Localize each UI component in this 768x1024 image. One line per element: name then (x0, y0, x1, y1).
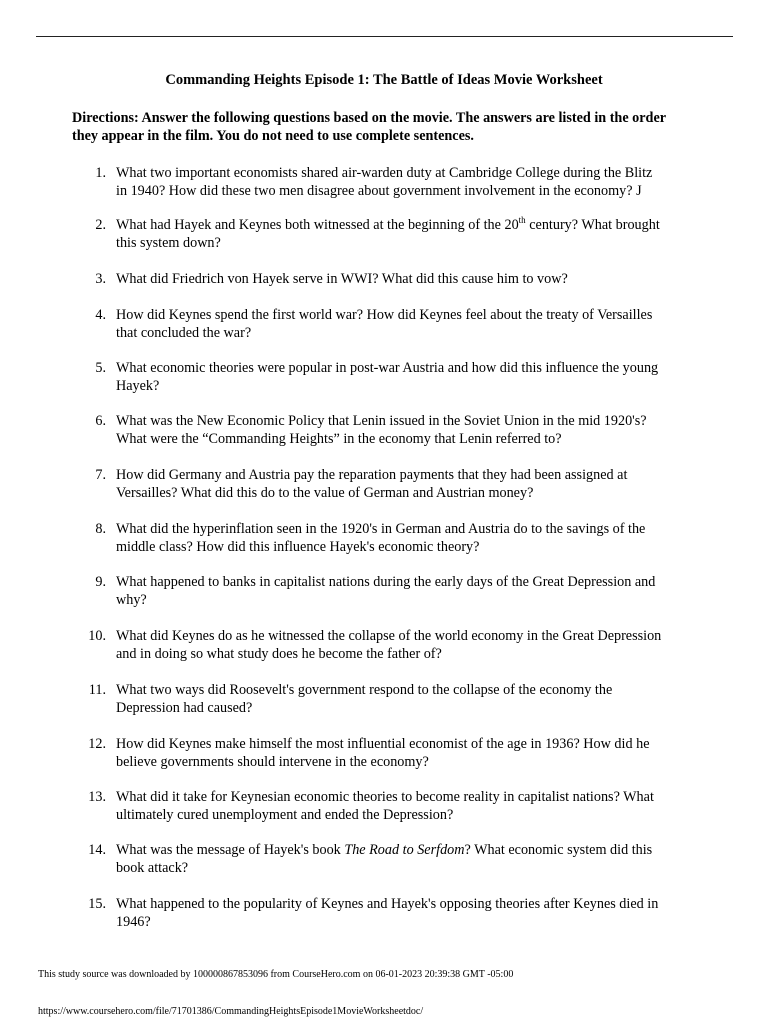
question-text: What was the message of Hayek's book The Road to Serfdom? What economic system did this book attack? (116, 842, 653, 876)
question-number: 13. (88, 789, 106, 805)
download-source-note: This study source was downloaded by 100000867853096 from CourseHero.com on 06-01-2023 20:39:38 GMT -05:00 (38, 969, 514, 980)
question-text: How did Germany and Austria pay the reparation payments that they had been assigned at Versailles? What did this do to the value of German and Austrian money? (116, 467, 628, 501)
question-text: How did Keynes make himself the most influential economist of the age in 1936? How did he believe governments should intervene in the economy? (116, 736, 650, 770)
question-number: 6. (95, 413, 106, 429)
question-text: What did Friedrich von Hayek serve in WWI? What did this cause him to vow? (116, 271, 568, 287)
question-text: What did it take for Keynesian economic theories to become reality in capitalist nations? What ultimately cured unemployment and ended the Depression? (116, 789, 654, 823)
question-number: 8. (95, 521, 106, 537)
question-number: 12. (88, 736, 106, 752)
question-text: What did the hyperinflation seen in the 1920's in German and Austria do to the savings of the middle class? How did this influence Hayek's economic theory? (116, 521, 646, 555)
question-number: 1. (95, 165, 106, 181)
question-number: 11. (88, 682, 106, 698)
question-number: 9. (95, 574, 106, 590)
question-number: 4. (95, 307, 106, 323)
question-number: 3. (95, 271, 106, 287)
question-text: What happened to banks in capitalist nations during the early days of the Great Depression and why? (116, 574, 656, 608)
question-number: 15. (88, 896, 106, 912)
question-number: 10. (88, 628, 106, 644)
question-text: What was the New Economic Policy that Lenin issued in the Soviet Union in the mid 1920's? What were the “Commanding Heights” in the economy that Lenin referred to? (116, 413, 647, 447)
question-text: What two ways did Roosevelt's government respond to the collapse of the economy the Depression had caused? (116, 682, 613, 716)
header-rule (36, 36, 733, 37)
question-number: 5. (95, 360, 106, 376)
question-number: 14. (88, 842, 106, 858)
directions-text: Directions: Answer the following questions based on the movie. The answers are listed in the order they appear in the film. You do not need to use complete sentences. (72, 110, 666, 144)
question-number: 2. (95, 217, 106, 233)
source-url[interactable]: https://www.coursehero.com/file/71701386/CommandingHeightsEpisode1MovieWorksheetdoc/ (38, 1006, 424, 1017)
question-text: What did Keynes do as he witnessed the collapse of the world economy in the Great Depression and in doing so what study does he become the father of? (116, 628, 662, 662)
question-text: What happened to the popularity of Keynes and Hayek's opposing theories after Keynes died in 1946? (116, 896, 659, 930)
question-number: 7. (95, 467, 106, 483)
question-text: What economic theories were popular in post-war Austria and how did this influence the young Hayek? (116, 360, 659, 394)
question-text: What two important economists shared air-warden duty at Cambridge College during the Blitz in 1940? How did these two men disagree about government involvement in the economy? J (116, 165, 653, 199)
question-text: What had Hayek and Keynes both witnessed at the beginning of the 20th century? What brought this system down? (116, 215, 660, 251)
question-text: How did Keynes spend the first world war? How did Keynes feel about the treaty of Versailles that concluded the war? (116, 307, 653, 341)
page-title: Commanding Heights Episode 1: The Battle of Ideas Movie Worksheet (165, 72, 603, 88)
